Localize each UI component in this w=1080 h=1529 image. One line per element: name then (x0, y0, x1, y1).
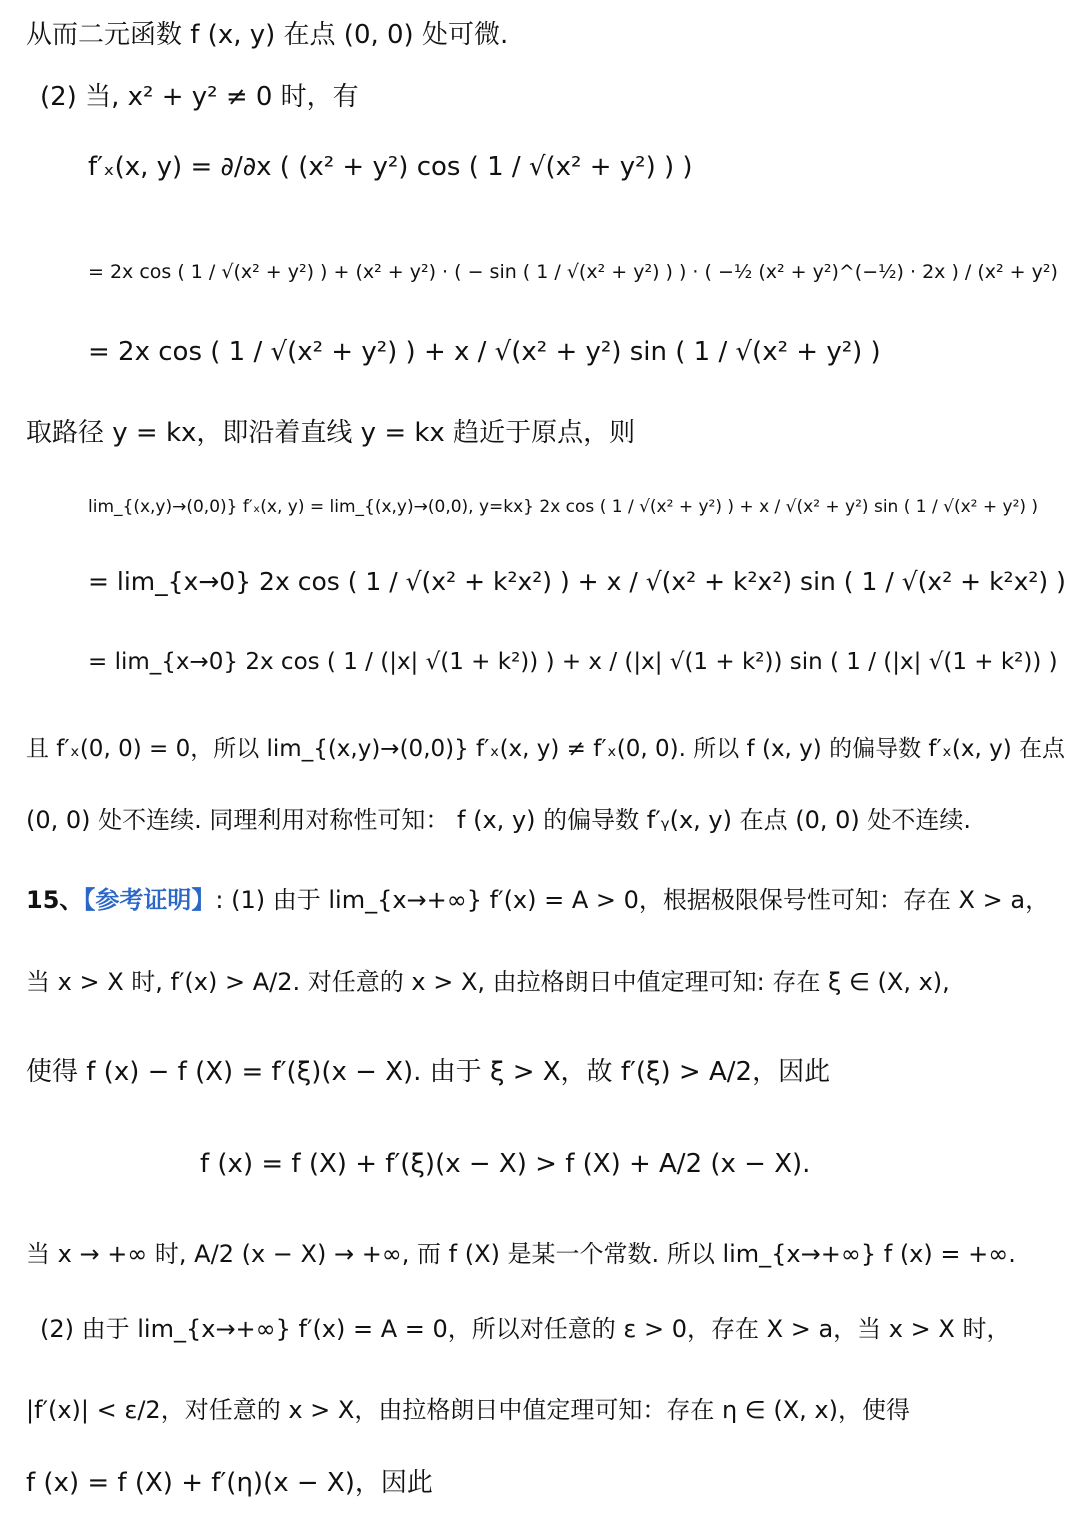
reference-proof-heading: 【参考证明】 (83, 886, 216, 914)
line-infinity-limit: 当 x → +∞ 时, A/2 (x − X) → +∞, 而 f (X) 是某一个常数. 所以 lim_{x→+∞} f (x) = +∞. (26, 1240, 1016, 1268)
line-choose-path: 取路径 y = kx，即沿着直线 y = kx 趋近于原点，则 (26, 418, 636, 448)
line-final-equation: f (x) = f (X) + f′(η)(x − X)，因此 (26, 1468, 433, 1498)
equation-limit-abs: = lim_{x→0} 2x cos ( 1 / (|x| √(1 + k²)) ) + x / (|x| √(1 + k²)) sin ( 1 / (|x| √(1 + k²)) ) (88, 649, 1058, 675)
line-epsilon-bound: |f′(x)| < ε/2，对任意的 x > X，由拉格朗日中值定理可知：存在 η ∈ (X, x)，使得 (26, 1396, 910, 1424)
equation-limit-path: lim_{(x,y)→(0,0)} f′ₓ(x, y) = lim_{(x,y)→(0,0), y=kx} 2x cos ( 1 / √(x² + y²) ) + x / √(x² + y²) sin ( 1 / √(x² + y²) ) (88, 497, 1039, 517)
problem-15-text: : (1) 由于 lim_{x→+∞} f′(x) = A > 0，根据极限保号性可知：存在 X > a， (215, 886, 1050, 914)
equation-inequality: f (x) = f (X) + f′(ξ)(x − X) > f (X) + A/2 (x − X). (200, 1149, 811, 1179)
problem-number: 15、 (26, 886, 84, 914)
line-problem-15 (26, 883, 1049, 917)
line-not-continuous-1: 且 f′ₓ(0, 0) = 0，所以 lim_{(x,y)→(0,0)} f′ₓ(x, y) ≠ f′ₓ(0, 0). 所以 f (x, y) 的偏导数 f′ₓ(x, y) 在点 (26, 736, 1066, 762)
line-lagrange-1: 当 x > X 时, f′(x) > A/2. 对任意的 x > X, 由拉格朗日中值定理可知: 存在 ξ ∈ (X, x), (26, 968, 950, 996)
line-part-2-proof: (2) 由于 lim_{x→+∞} f′(x) = A = 0，所以对任意的 ε > 0，存在 X > a，当 x > X 时， (40, 1315, 1011, 1343)
equation-simplified-derivative: = 2x cos ( 1 / √(x² + y²) ) + x / √(x² + y²) sin ( 1 / √(x² + y²) ) (88, 337, 881, 367)
equation-partial-derivative: f′ₓ(x, y) = ∂/∂x ( (x² + y²) cos ( 1 / √(x² + y²) ) ) (88, 152, 693, 182)
equation-expanded-derivative: = 2x cos ( 1 / √(x² + y²) ) + (x² + y²) · ( − sin ( 1 / √(x² + y²) ) ) · ( −½ (x² + y²)^(−½) · 2x ) / (x² + y²) (88, 261, 1058, 283)
line-differentiable: 从而二元函数 f (x, y) 在点 (0, 0) 处可微. (26, 20, 509, 50)
line-mean-value: 使得 f (x) − f (X) = f′(ξ)(x − X). 由于 ξ > X，故 f′(ξ) > A/2，因此 (26, 1057, 831, 1087)
equation-limit-kx: = lim_{x→0} 2x cos ( 1 / √(x² + k²x²) ) + x / √(x² + k²x²) sin ( 1 / √(x² + k²x²) ) (88, 567, 1066, 596)
line-part-2-intro: (2) 当, x² + y² ≠ 0 时，有 (40, 82, 359, 112)
line-not-continuous-2: (0, 0) 处不连续. 同理利用对称性可知： f (x, y) 的偏导数 f′ᵧ(x, y) 在点 (0, 0) 处不连续. (26, 806, 972, 834)
